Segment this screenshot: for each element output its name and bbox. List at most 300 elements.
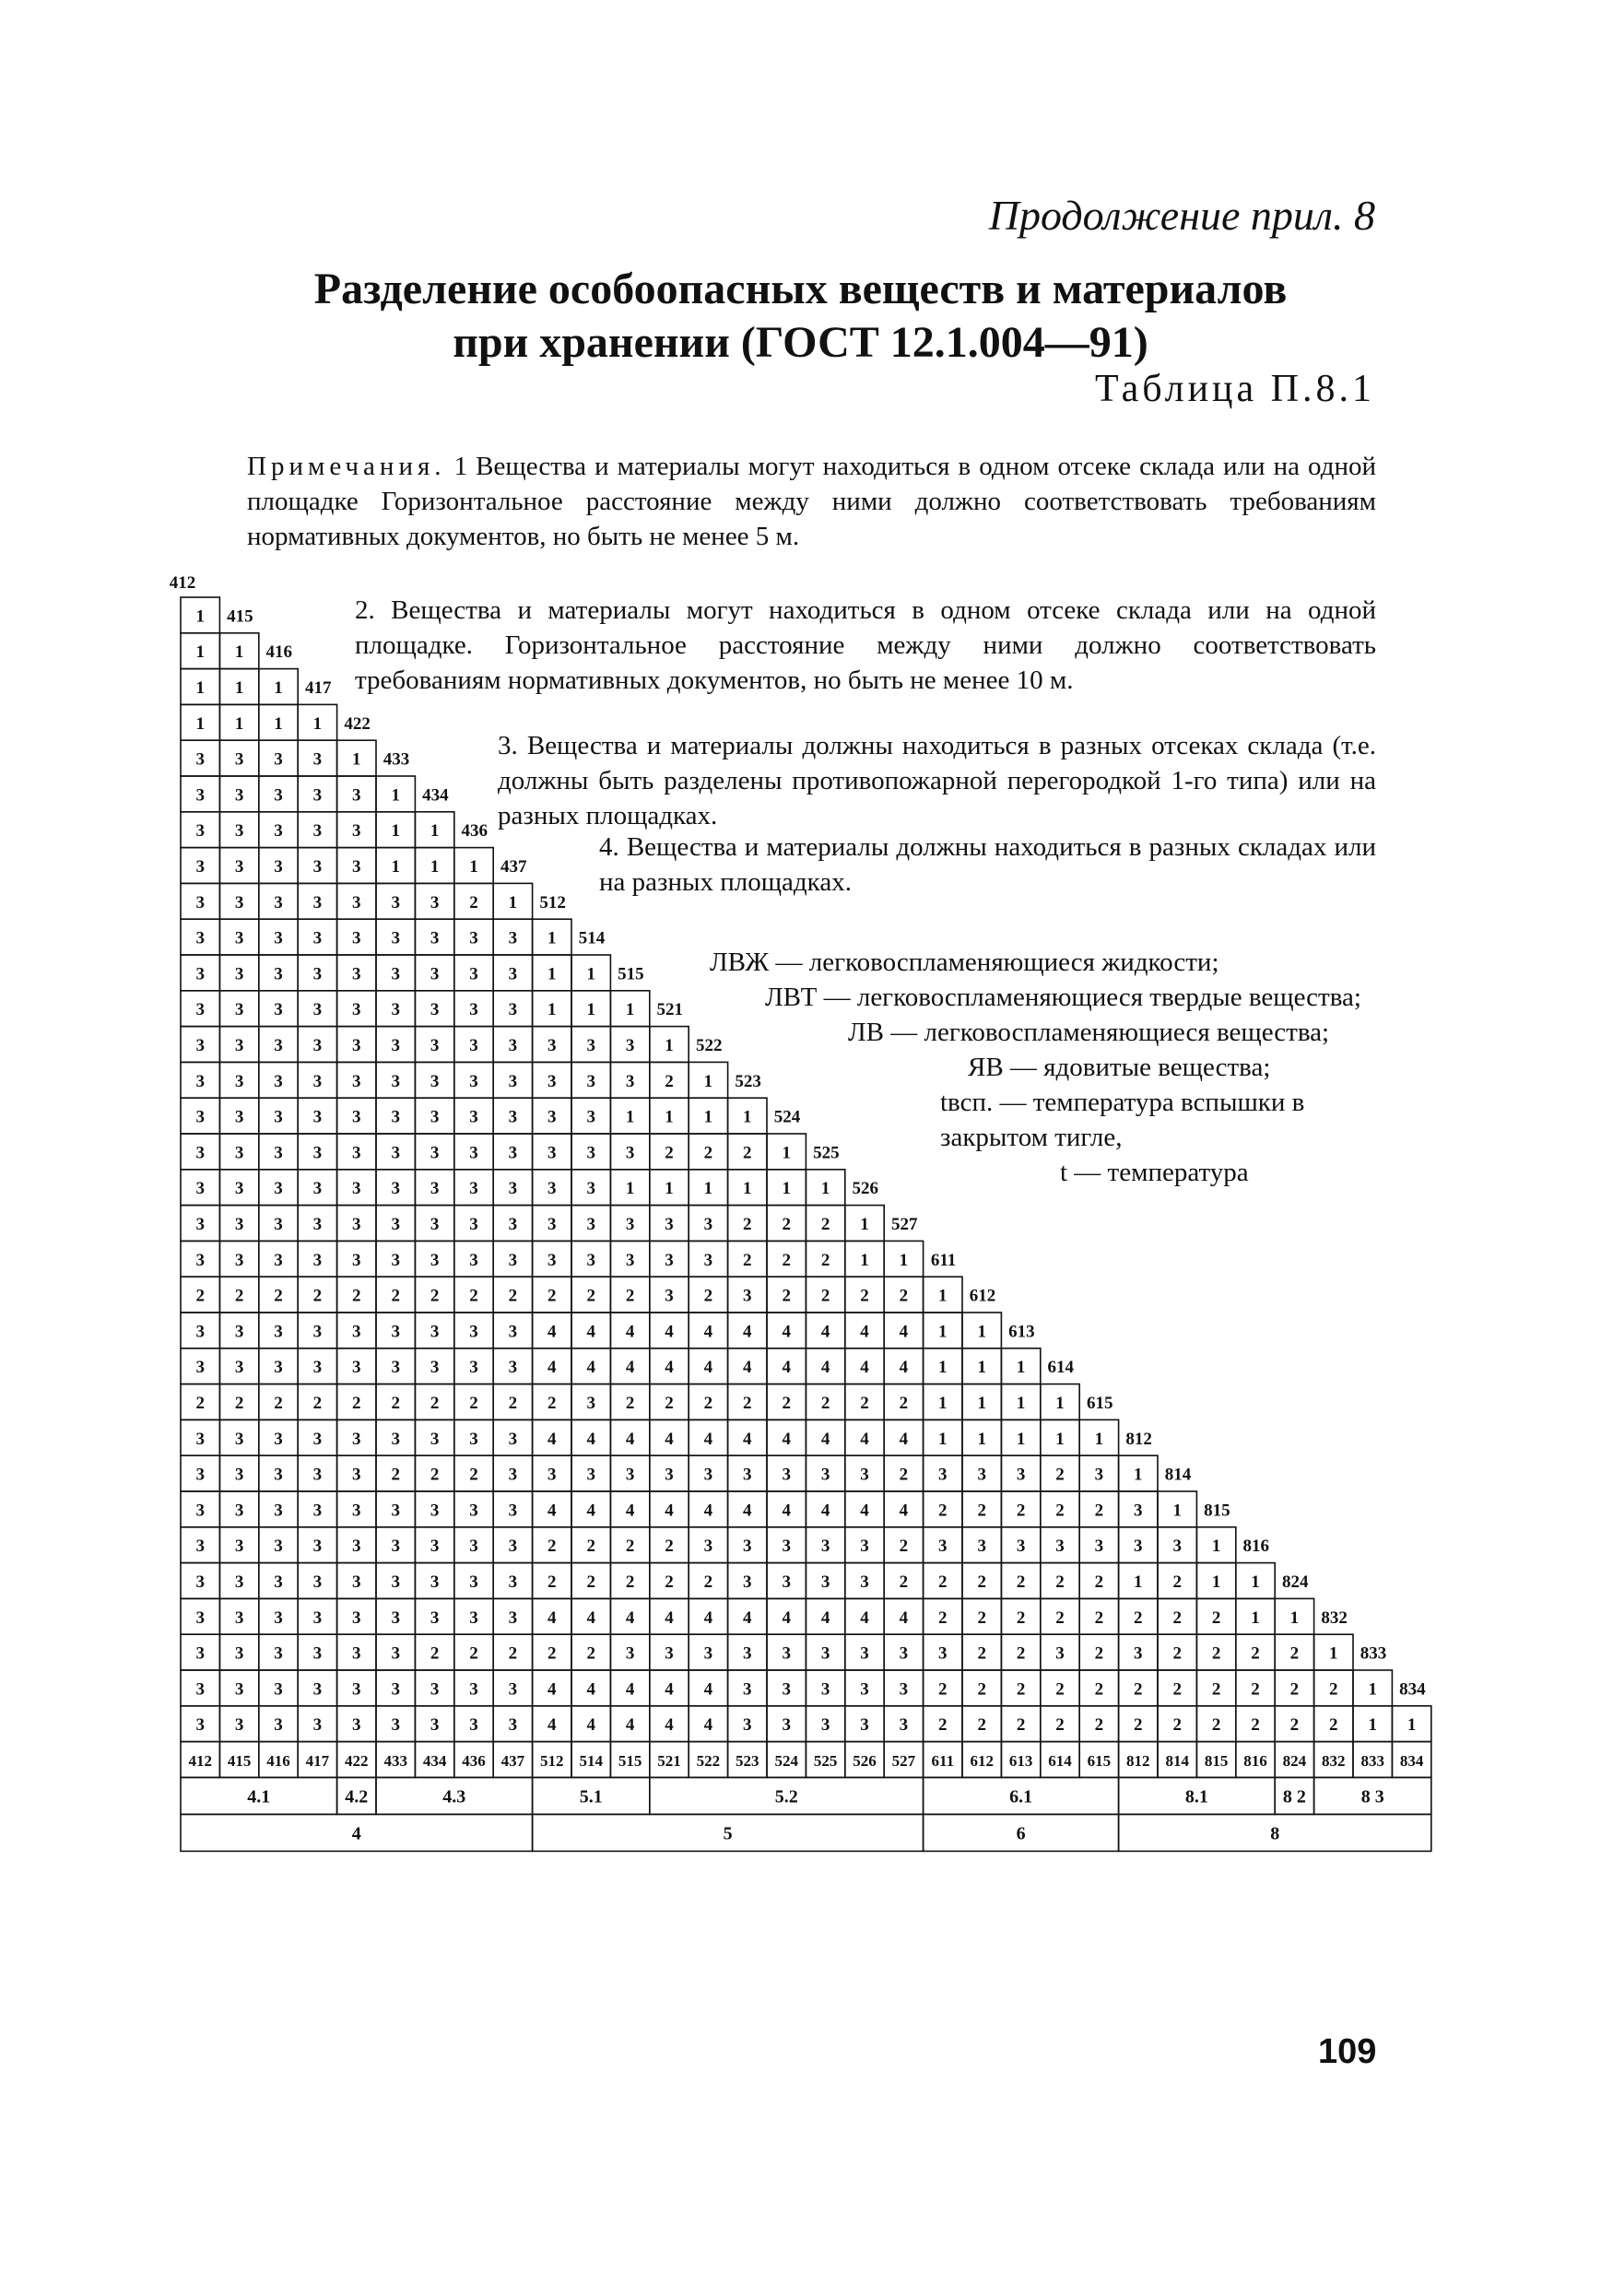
subclass-label: 5.2 xyxy=(774,1786,798,1807)
matrix-cell-value: 3 xyxy=(703,1250,713,1270)
matrix-cell-value: 3 xyxy=(469,1607,478,1628)
matrix-cell-value: 4 xyxy=(899,1607,909,1628)
matrix-cell-value: 3 xyxy=(274,1537,283,1557)
matrix-cell-value: 1 xyxy=(860,1250,869,1270)
matrix-cell-value: 3 xyxy=(312,1572,323,1592)
matrix-cell-value: 1 xyxy=(860,1215,869,1234)
matrix-cell-value: 2 xyxy=(1211,1679,1221,1700)
matrix-cell-value: 1 xyxy=(195,713,205,734)
matrix-cell-value: 2 xyxy=(665,1537,674,1557)
matrix-cell-value: 3 xyxy=(391,1607,400,1628)
matrix-cell-value: 2 xyxy=(820,1394,830,1413)
matrix-cell-value: 4 xyxy=(547,1429,557,1449)
matrix-cell-value: 3 xyxy=(352,1322,361,1342)
matrix-cell-value: 3 xyxy=(352,892,361,913)
matrix-cell-value: 3 xyxy=(274,1679,283,1700)
matrix-cell-value: 2 xyxy=(195,1394,205,1413)
matrix-cell-value: 2 xyxy=(586,1537,595,1557)
matrix-cell-value: 2 xyxy=(625,1572,635,1592)
matrix-cell-value: 3 xyxy=(352,857,361,877)
matrix-cell-value: 3 xyxy=(312,1465,323,1485)
matrix-cell-value: 4 xyxy=(703,1501,713,1521)
matrix-cell-value: 2 xyxy=(1016,1607,1026,1628)
matrix-cell-value: 3 xyxy=(430,1250,440,1270)
matrix-cell-value: 3 xyxy=(274,892,283,913)
matrix-cell-value: 3 xyxy=(860,1679,869,1700)
column-code-label: 514 xyxy=(579,1752,603,1770)
matrix-cell-value: 4 xyxy=(625,1679,635,1700)
matrix-cell-value: 2 xyxy=(430,1465,440,1485)
matrix-cell-value: 3 xyxy=(586,1465,595,1485)
matrix-cell-value: 3 xyxy=(782,1715,791,1736)
matrix-cell-value: 3 xyxy=(860,1643,869,1664)
matrix-cell-value: 1 xyxy=(234,678,244,698)
matrix-cell-value: 1 xyxy=(1251,1607,1260,1628)
matrix-cell-value: 1 xyxy=(469,857,478,877)
matrix-cell-value: 2 xyxy=(899,1537,909,1557)
matrix-cell-value: 3 xyxy=(352,1179,361,1199)
matrix-cell-value: 4 xyxy=(665,1715,674,1736)
matrix-cell-value: 3 xyxy=(312,1179,323,1199)
matrix-cell-value: 1 xyxy=(977,1358,986,1378)
matrix-cell-value: 1 xyxy=(586,1000,595,1020)
row-code-label: 815 xyxy=(1204,1501,1230,1521)
matrix-cell-value: 3 xyxy=(195,964,205,984)
matrix-cell-value: 1 xyxy=(977,1429,986,1449)
matrix-cell-value: 3 xyxy=(508,928,518,948)
matrix-cell-value: 3 xyxy=(274,1143,283,1163)
matrix-cell-value: 4 xyxy=(899,1322,909,1342)
column-code-label: 434 xyxy=(422,1752,447,1770)
column-code-label: 526 xyxy=(853,1752,877,1770)
matrix-cell-value: 4 xyxy=(625,1322,635,1342)
class-label: 4 xyxy=(351,1823,361,1844)
row-code-label: 522 xyxy=(695,1036,723,1055)
matrix-cell-value: 3 xyxy=(312,1679,323,1700)
matrix-cell-value: 4 xyxy=(586,1429,595,1449)
matrix-cell-value: 3 xyxy=(234,1143,244,1163)
matrix-cell-value: 3 xyxy=(234,1429,244,1449)
matrix-cell-value: 3 xyxy=(508,1607,518,1628)
matrix-cell-value: 3 xyxy=(274,749,283,770)
row-code-label: 437 xyxy=(500,857,527,877)
column-code-label: 525 xyxy=(813,1752,838,1770)
page-number: 109 xyxy=(1318,2032,1377,2071)
matrix-cell-value: 1 xyxy=(547,1000,557,1020)
matrix-cell-value: 3 xyxy=(352,1643,361,1664)
matrix-cell-value: 3 xyxy=(430,928,440,948)
title-line-2: при хранении (ГОСТ 12.1.004—91) xyxy=(453,318,1148,367)
matrix-cell-value: 3 xyxy=(195,1322,205,1342)
matrix-cell-value: 2 xyxy=(665,1394,674,1413)
matrix-cell-value: 1 xyxy=(274,713,283,734)
matrix-cell-value: 3 xyxy=(195,1715,205,1736)
matrix-cell-value: 3 xyxy=(508,1572,518,1592)
matrix-cell-value: 2 xyxy=(703,1286,713,1306)
matrix-cell-value: 1 xyxy=(625,1107,635,1127)
matrix-cell-value: 2 xyxy=(782,1250,791,1270)
matrix-cell-value: 2 xyxy=(430,1286,440,1306)
row-code-label: 515 xyxy=(618,964,644,984)
legend-tvsp: tвсп. — температура вспышки в закрытом тигле, xyxy=(940,1088,1305,1152)
matrix-cell-value: 4 xyxy=(860,1429,869,1449)
matrix-cell-value: 3 xyxy=(782,1679,791,1700)
matrix-cell-value: 3 xyxy=(665,1286,674,1306)
matrix-cell-value: 3 xyxy=(234,1465,244,1485)
matrix-cell-value: 3 xyxy=(899,1679,909,1700)
matrix-cell-value: 3 xyxy=(469,964,478,984)
matrix-cell-value: 3 xyxy=(195,1250,205,1270)
column-code-label: 814 xyxy=(1165,1752,1189,1770)
matrix-cell-value: 3 xyxy=(234,928,244,948)
column-code-label: 422 xyxy=(345,1752,369,1770)
matrix-cell-value: 3 xyxy=(352,1358,361,1378)
matrix-cell-value: 2 xyxy=(625,1537,635,1557)
matrix-cell-value: 3 xyxy=(508,1250,518,1270)
matrix-cell-value: 3 xyxy=(195,1501,205,1521)
column-code-label: 522 xyxy=(696,1752,721,1770)
column-code-label: 614 xyxy=(1048,1752,1072,1770)
column-code-label: 613 xyxy=(1008,1752,1033,1770)
matrix-cell-value: 4 xyxy=(547,1715,557,1736)
row-code-label: 611 xyxy=(930,1250,957,1270)
matrix-cell-value: 3 xyxy=(312,785,323,806)
matrix-cell-value: 4 xyxy=(820,1607,830,1628)
matrix-cell-value: 2 xyxy=(782,1215,791,1234)
matrix-cell-value: 1 xyxy=(1134,1572,1143,1592)
note-2-text: 2. Вещества и материалы могут находиться в одном отсеке склада или на одной площадке. Горизонтальное расстояние между ними должно соответствовать требованиям нормативных документов, но быть не менее 10 м. xyxy=(355,595,1376,695)
matrix-cell-value: 2 xyxy=(703,1572,713,1592)
matrix-cell-value: 4 xyxy=(547,1501,557,1521)
matrix-cell-value: 3 xyxy=(625,1143,635,1163)
column-code-label: 611 xyxy=(931,1752,955,1770)
matrix-cell-value: 1 xyxy=(1407,1715,1417,1736)
matrix-cell-value: 4 xyxy=(625,1607,635,1628)
matrix-cell-value: 2 xyxy=(977,1715,986,1736)
matrix-cell-value: 3 xyxy=(782,1537,791,1557)
matrix-cell-value: 2 xyxy=(1329,1679,1338,1700)
matrix-cell-value: 3 xyxy=(703,1537,713,1557)
matrix-cell-value: 2 xyxy=(469,1643,478,1664)
matrix-cell-value: 3 xyxy=(195,1537,205,1557)
matrix-cell-value: 3 xyxy=(391,964,400,984)
matrix-cell-value: 1 xyxy=(743,1107,752,1127)
matrix-cell-value: 4 xyxy=(547,1607,557,1628)
matrix-cell-value: 4 xyxy=(743,1607,752,1628)
matrix-cell-value: 1 xyxy=(782,1179,791,1199)
matrix-cell-value: 3 xyxy=(391,1000,400,1020)
matrix-cell-value: 3 xyxy=(430,1071,440,1091)
matrix-cell-value: 4 xyxy=(782,1501,791,1521)
matrix-cell-value: 1 xyxy=(1016,1429,1026,1449)
matrix-cell-value: 3 xyxy=(508,1715,518,1736)
matrix-cell-value: 4 xyxy=(586,1715,595,1736)
matrix-cell-value: 2 xyxy=(1094,1643,1104,1664)
column-code-label: 615 xyxy=(1087,1752,1112,1770)
matrix-cell-value: 3 xyxy=(274,785,283,806)
column-code-label: 816 xyxy=(1243,1752,1267,1770)
matrix-cell-value: 4 xyxy=(899,1358,909,1378)
matrix-cell-value: 3 xyxy=(195,1679,205,1700)
matrix-cell-value: 3 xyxy=(352,821,361,842)
matrix-cell-value: 4 xyxy=(782,1607,791,1628)
matrix-cell-value: 3 xyxy=(274,1607,283,1628)
matrix-cell-value: 3 xyxy=(586,1394,595,1413)
matrix-cell-value: 1 xyxy=(703,1071,713,1091)
column-code-label: 433 xyxy=(383,1752,407,1770)
matrix-cell-value: 2 xyxy=(977,1679,986,1700)
matrix-cell-value: 2 xyxy=(977,1572,986,1592)
matrix-cell-value: 3 xyxy=(274,1715,283,1736)
matrix-cell-value: 3 xyxy=(274,1107,283,1127)
matrix-cell-value: 2 xyxy=(977,1501,986,1521)
matrix-cell-value: 2 xyxy=(938,1679,948,1700)
row-code-label: 832 xyxy=(1321,1607,1348,1628)
matrix-cell-value: 3 xyxy=(586,1215,595,1234)
note-3-text: 3. Вещества и материалы должны находиться в разных отсеках склада (т.е. должны быть разделены противопожарной перегородкой 1-го типа) или на разных площадках. xyxy=(498,731,1376,830)
matrix-cell-value: 3 xyxy=(352,1465,361,1485)
matrix-cell-value: 1 xyxy=(625,1179,635,1199)
matrix-cell-value: 3 xyxy=(234,749,244,770)
matrix-cell-value: 3 xyxy=(430,892,440,913)
matrix-cell-value: 1 xyxy=(938,1322,948,1342)
matrix-cell-value: 3 xyxy=(1016,1537,1026,1557)
matrix-cell-value: 3 xyxy=(195,1572,205,1592)
matrix-cell-value: 2 xyxy=(820,1250,830,1270)
matrix-cell-value: 2 xyxy=(508,1286,518,1306)
matrix-cell-value: 3 xyxy=(782,1465,791,1485)
title-line-1: Разделение особоопасных веществ и материалов xyxy=(313,265,1288,313)
matrix-cell-value: 3 xyxy=(469,1322,478,1342)
matrix-cell-value: 4 xyxy=(586,1358,595,1378)
matrix-cell-value: 3 xyxy=(469,1537,478,1557)
matrix-cell-value: 4 xyxy=(820,1358,830,1378)
column-code-label: 436 xyxy=(462,1752,486,1770)
matrix-cell-value: 3 xyxy=(312,1036,323,1055)
matrix-cell-value: 3 xyxy=(430,1215,440,1234)
matrix-cell-value: 3 xyxy=(508,1071,518,1091)
matrix-cell-value: 3 xyxy=(820,1643,830,1664)
matrix-cell-value: 1 xyxy=(195,606,205,627)
matrix-cell-value: 4 xyxy=(703,1322,713,1342)
matrix-cell-value: 3 xyxy=(430,1036,440,1055)
matrix-cell-value: 3 xyxy=(703,1215,713,1234)
matrix-cell-value: 3 xyxy=(391,1250,400,1270)
matrix-cell-value: 3 xyxy=(312,1501,323,1521)
matrix-cell-value: 3 xyxy=(586,1250,595,1270)
matrix-cell-value: 4 xyxy=(782,1322,791,1342)
row-code-label: 812 xyxy=(1125,1429,1152,1449)
matrix-cell-value: 3 xyxy=(391,1429,400,1449)
matrix-cell-value: 1 xyxy=(1289,1607,1300,1628)
matrix-cell-value: 2 xyxy=(195,1286,205,1306)
matrix-cell-value: 3 xyxy=(430,1429,440,1449)
matrix-cell-value: 3 xyxy=(430,1000,440,1020)
matrix-cell-value: 3 xyxy=(391,1679,400,1700)
matrix-cell-value: 3 xyxy=(274,1250,283,1270)
row-code-label: 527 xyxy=(890,1215,918,1234)
matrix-cell-value: 3 xyxy=(430,1572,440,1592)
row-code-label: 824 xyxy=(1281,1572,1309,1592)
matrix-cell-value: 3 xyxy=(195,1071,205,1091)
matrix-cell-value: 2 xyxy=(547,1572,557,1592)
matrix-cell-value: 1 xyxy=(195,678,205,698)
class-label: 6 xyxy=(1016,1823,1026,1844)
matrix-cell-value: 2 xyxy=(234,1286,244,1306)
matrix-cell-value: 3 xyxy=(234,1537,244,1557)
matrix-cell-value: 3 xyxy=(469,1501,478,1521)
matrix-cell-value: 2 xyxy=(274,1286,283,1306)
matrix-cell-value: 3 xyxy=(274,1071,283,1091)
matrix-cell-value: 4 xyxy=(860,1322,869,1342)
matrix-cell-value: 3 xyxy=(743,1465,752,1485)
matrix-cell-value: 3 xyxy=(430,1358,440,1378)
matrix-cell-value: 3 xyxy=(312,1215,323,1234)
matrix-cell-value: 2 xyxy=(1094,1679,1104,1700)
row-code-label: 422 xyxy=(344,713,371,734)
matrix-cell-value: 3 xyxy=(938,1465,948,1485)
row-code-label: 816 xyxy=(1242,1537,1270,1557)
matrix-cell-value: 1 xyxy=(1134,1465,1143,1485)
matrix-cell-value: 3 xyxy=(352,1679,361,1700)
matrix-cell-value: 3 xyxy=(469,1715,478,1736)
matrix-cell-value: 3 xyxy=(391,1215,400,1234)
subclass-label: 8 2 xyxy=(1282,1786,1306,1807)
matrix-cell-value: 4 xyxy=(586,1501,595,1521)
matrix-cell-value: 3 xyxy=(625,1643,635,1664)
matrix-cell-value: 4 xyxy=(665,1322,674,1342)
matrix-cell-value: 2 xyxy=(1016,1501,1026,1521)
matrix-cell-value: 3 xyxy=(469,1572,478,1592)
matrix-cell-value: 3 xyxy=(547,1179,557,1199)
matrix-cell-value: 2 xyxy=(1094,1715,1104,1736)
matrix-cell-value: 3 xyxy=(234,821,244,842)
matrix-cell-value: 3 xyxy=(469,1358,478,1378)
row-code-label: 612 xyxy=(969,1286,996,1306)
matrix-cell-value: 3 xyxy=(195,928,205,948)
column-code-label: 524 xyxy=(774,1752,798,1770)
matrix-cell-value: 4 xyxy=(547,1358,557,1378)
matrix-cell-value: 1 xyxy=(1094,1429,1104,1449)
matrix-cell-value: 3 xyxy=(312,1643,323,1664)
matrix-cell-value: 2 xyxy=(782,1394,791,1413)
matrix-cell-value: 2 xyxy=(977,1607,986,1628)
matrix-cell-value: 4 xyxy=(703,1679,713,1700)
matrix-cell-value: 3 xyxy=(352,1143,361,1163)
matrix-cell-value: 2 xyxy=(703,1394,713,1413)
matrix-cell-value: 3 xyxy=(1094,1465,1104,1485)
matrix-cell-value: 3 xyxy=(547,1107,557,1127)
matrix-cell-value: 1 xyxy=(782,1143,791,1163)
matrix-cell-value: 2 xyxy=(1094,1572,1104,1592)
row-code-label: 814 xyxy=(1164,1465,1192,1485)
matrix-cell-value: 3 xyxy=(820,1465,830,1485)
matrix-cell-value: 2 xyxy=(899,1465,909,1485)
matrix-cell-value: 4 xyxy=(547,1679,557,1700)
matrix-cell-value: 2 xyxy=(743,1143,752,1163)
matrix-cell-value: 3 xyxy=(625,1250,635,1270)
matrix-cell-value: 1 xyxy=(743,1179,752,1199)
matrix-cell-value: 4 xyxy=(586,1322,595,1342)
matrix-cell-value: 3 xyxy=(274,1322,283,1342)
subclass-label: 4.1 xyxy=(247,1786,271,1807)
matrix-cell-value: 3 xyxy=(508,1465,518,1485)
row-code-label: 417 xyxy=(304,678,332,698)
row-code-label: 615 xyxy=(1086,1394,1113,1413)
matrix-cell-value: 3 xyxy=(469,1107,478,1127)
matrix-cell-value: 3 xyxy=(508,1322,518,1342)
matrix-cell-value: 3 xyxy=(743,1286,752,1306)
matrix-cell-value: 4 xyxy=(743,1429,752,1449)
matrix-cell-value: 2 xyxy=(469,1286,478,1306)
matrix-cell-value: 4 xyxy=(782,1429,791,1449)
matrix-cell-value: 3 xyxy=(391,1715,400,1736)
matrix-cell-value: 3 xyxy=(586,1071,595,1091)
matrix-cell-value: 2 xyxy=(1055,1607,1065,1628)
matrix-cell-value: 3 xyxy=(625,1036,635,1055)
matrix-cell-value: 3 xyxy=(703,1643,713,1664)
matrix-cell-value: 2 xyxy=(1251,1643,1260,1664)
matrix-cell-value: 3 xyxy=(430,1179,440,1199)
matrix-cell-value: 3 xyxy=(508,1215,518,1234)
class-label: 5 xyxy=(723,1823,733,1844)
matrix-cell-value: 2 xyxy=(625,1286,635,1306)
matrix-cell-value: 1 xyxy=(1055,1429,1065,1449)
matrix-cell-value: 3 xyxy=(352,1572,361,1592)
matrix-cell-value: 3 xyxy=(312,1322,323,1342)
matrix-cell-value: 3 xyxy=(820,1572,830,1592)
row-code-label: 512 xyxy=(539,892,566,913)
matrix-cell-value: 1 xyxy=(352,749,361,770)
matrix-cell-value: 2 xyxy=(665,1143,674,1163)
matrix-cell-value: 3 xyxy=(820,1537,830,1557)
matrix-cell-value: 3 xyxy=(352,1429,361,1449)
matrix-cell-value: 3 xyxy=(469,1429,478,1449)
matrix-cell-value: 3 xyxy=(312,1537,323,1557)
legend-lv: ЛВ — легковоспламеняющиеся вещества; xyxy=(848,1018,1330,1047)
matrix-cell-value: 3 xyxy=(195,1429,205,1449)
matrix-cell-value: 1 xyxy=(1055,1394,1065,1413)
matrix-cell-value: 3 xyxy=(938,1643,948,1664)
subclass-label: 8 3 xyxy=(1360,1786,1384,1807)
row-code-label: 523 xyxy=(735,1071,761,1091)
matrix-cell-value: 1 xyxy=(1368,1679,1377,1700)
matrix-cell-value: 3 xyxy=(234,1643,244,1664)
matrix-cell-value: 2 xyxy=(977,1643,986,1664)
matrix-cell-value: 3 xyxy=(547,1036,557,1055)
matrix-cell-value: 2 xyxy=(703,1143,713,1163)
matrix-cell-value: 1 xyxy=(1172,1501,1182,1521)
matrix-cell-value: 4 xyxy=(703,1358,713,1378)
matrix-cell-value: 4 xyxy=(665,1679,674,1700)
table-label: Таблица П.8.1 xyxy=(1095,368,1375,410)
matrix-cell-value: 3 xyxy=(312,821,323,842)
matrix-cell-value: 3 xyxy=(312,1107,323,1127)
matrix-cell-value: 3 xyxy=(234,785,244,806)
matrix-cell-value: 2 xyxy=(899,1572,909,1592)
matrix-cell-value: 3 xyxy=(352,1215,361,1234)
column-code-label: 832 xyxy=(1322,1752,1346,1770)
row-code-label: 412 xyxy=(169,573,196,593)
matrix-cell-value: 3 xyxy=(665,1215,674,1234)
matrix-cell-value: 2 xyxy=(1055,1679,1065,1700)
matrix-cell-value: 1 xyxy=(391,857,400,877)
matrix-cell-value: 3 xyxy=(234,1179,244,1199)
matrix-cell-value: 3 xyxy=(352,1250,361,1270)
matrix-cell-value: 1 xyxy=(1251,1572,1260,1592)
column-code-label: 515 xyxy=(618,1752,642,1770)
matrix-cell-value: 4 xyxy=(586,1607,595,1628)
